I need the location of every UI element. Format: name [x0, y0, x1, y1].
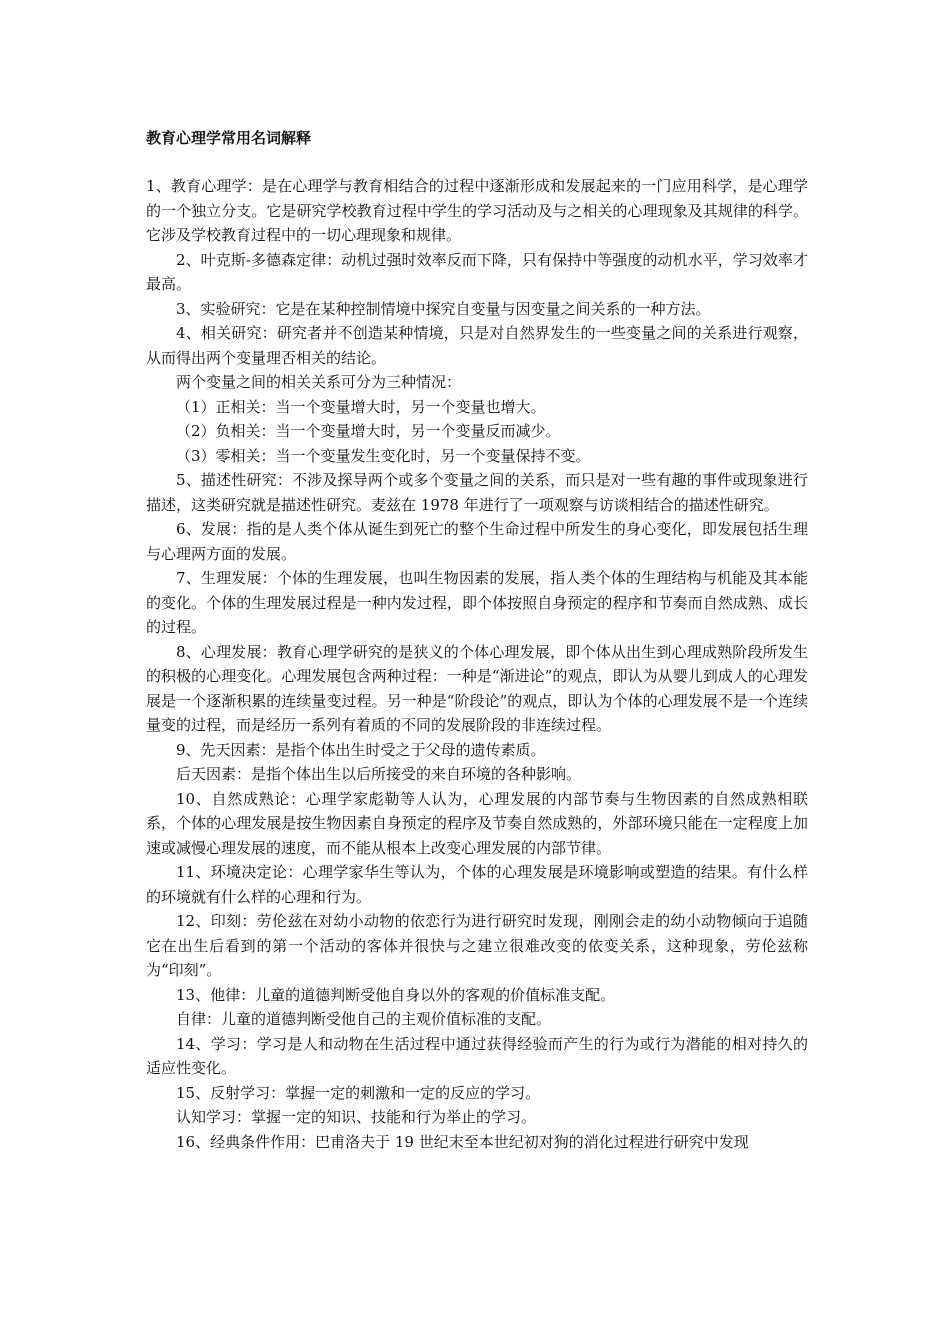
document-body	[146, 174, 808, 1154]
paragraph: 10、自然成熟论：心理学家彪勒等人认为，心理发展的内部节奏与生物因素的自然成熟相联系，个体的心理发展是按生物因素自身预定的程序及节奏自然成熟的，外部环境只能在一定程度上加速或减慢心理发展的速度，而不能从根本上改变心理发展的内部节律。	[146, 789, 808, 857]
document-title: 教育心理学常用名词解释	[146, 129, 312, 147]
paragraph: 5、描述性研究：不涉及探导两个或多个变量之间的关系，而只是对一些有趣的事件或现象进行描述，这类研究就是描述性研究。麦兹在 1978 年进行了一项观察与访谈相结合的描述性研究。	[146, 471, 808, 514]
paragraph: 14、学习：学习是人和动物在生活过程中通过获得经验而产生的行为或行为潜能的相对持久的适应性变化。	[146, 1034, 808, 1077]
paragraph: （1）正相关：当一个变量增大时，另一个变量也增大。	[176, 397, 546, 416]
paragraph: 6、发展：指的是人类个体从诞生到死亡的整个生命过程中所发生的身心变化，即发展包括生理与心理两方面的发展。	[146, 520, 808, 563]
paragraph: （3）零相关：当一个变量发生变化时，另一个变量保持不变。	[176, 446, 591, 465]
paragraph: 12、印刻：劳伦兹在对幼小动物的依恋行为进行研究时发现，刚刚会走的幼小动物倾向于追随它在出生后看到的第一个活动的客体并很快与之建立很难改变的依变关系，这种现象，劳伦兹称为“印刻”。	[146, 912, 808, 979]
paragraph: 11、环境决定论：心理学家华生等认为，个体的心理发展是环境影响或塑造的结果。有什么样的环境就有什么样的心理和行为。	[146, 863, 808, 906]
paragraph: 13、他律：儿童的道德判断受他自身以外的客观的价值标准支配。	[176, 985, 616, 1004]
paragraph: （2）负相关：当一个变量增大时，另一个变量反而减少。	[176, 422, 561, 440]
paragraph: 两个变量之间的相关关系可分为三种情况：	[176, 373, 462, 391]
paragraph: 8、心理发展：教育心理学研究的是狭义的个体心理发展，即个体从出生到心理成熟阶段所发生的积极的心理变化。心理发展包含两种过程：一种是“渐进论”的观点，即认为从婴儿到成人的心理发展是一个逐渐积累的连续量变过程。另一种是“阶段论”的观点，即认为个体的心理发展不是一个连续量变的过程，而是经历一系列有着质的不同的发展阶段的非连续过程。	[146, 642, 808, 734]
document-page	[146, 126, 808, 1154]
paragraph: 9、先天因素：是指个体出生时受之于父母的遗传素质。	[176, 740, 546, 759]
paragraph: 2、叶克斯-多德森定律：动机过强时效率反而下降，只有保持中等强度的动机水平，学习效率才最高。	[146, 250, 808, 293]
paragraph: 7、生理发展：个体的生理发展，也叫生物因素的发展，指人类个体的生理结构与机能及其本能的变化。个体的生理发展过程是一种内发过程，即个体按照自身预定的程序和节奏而自然成熟、成长的过程。	[146, 569, 808, 636]
paragraph: 1、教育心理学：是在心理学与教育相结合的过程中逐渐形成和发展起来的一门应用科学，是心理学的一个独立分支。它是研究学校教育过程中学生的学习活动及与之相关的心理现象及其规律的科学。它涉及学校教育过程中的一切心理现象和规律。	[146, 177, 808, 244]
paragraph: 后天因素：是指个体出生以后所接受的来自环境的各种影响。	[176, 765, 582, 783]
paragraph: 4、相关研究：研究者并不创造某种情境，只是对自然界发生的一些变量之间的关系进行观察，从而得出两个变量理否相关的结论。	[146, 324, 808, 367]
paragraph: 16、经典条件作用：巴甫洛夫于 19 世纪末至本世纪初对狗的消化过程进行研究中发现	[176, 1132, 749, 1151]
paragraph: 认知学习：掌握一定的知识、技能和行为举止的学习。	[176, 1108, 537, 1126]
paragraph: 自律：儿童的道德判断受他自己的主观价值标准的支配。	[176, 1010, 552, 1028]
paragraph: 3、实验研究：它是在某种控制情境中探究自变量与因变量之间关系的一种方法。	[176, 299, 711, 318]
paragraph: 15、反射学习：掌握一定的刺激和一定的反应的学习。	[176, 1083, 541, 1102]
